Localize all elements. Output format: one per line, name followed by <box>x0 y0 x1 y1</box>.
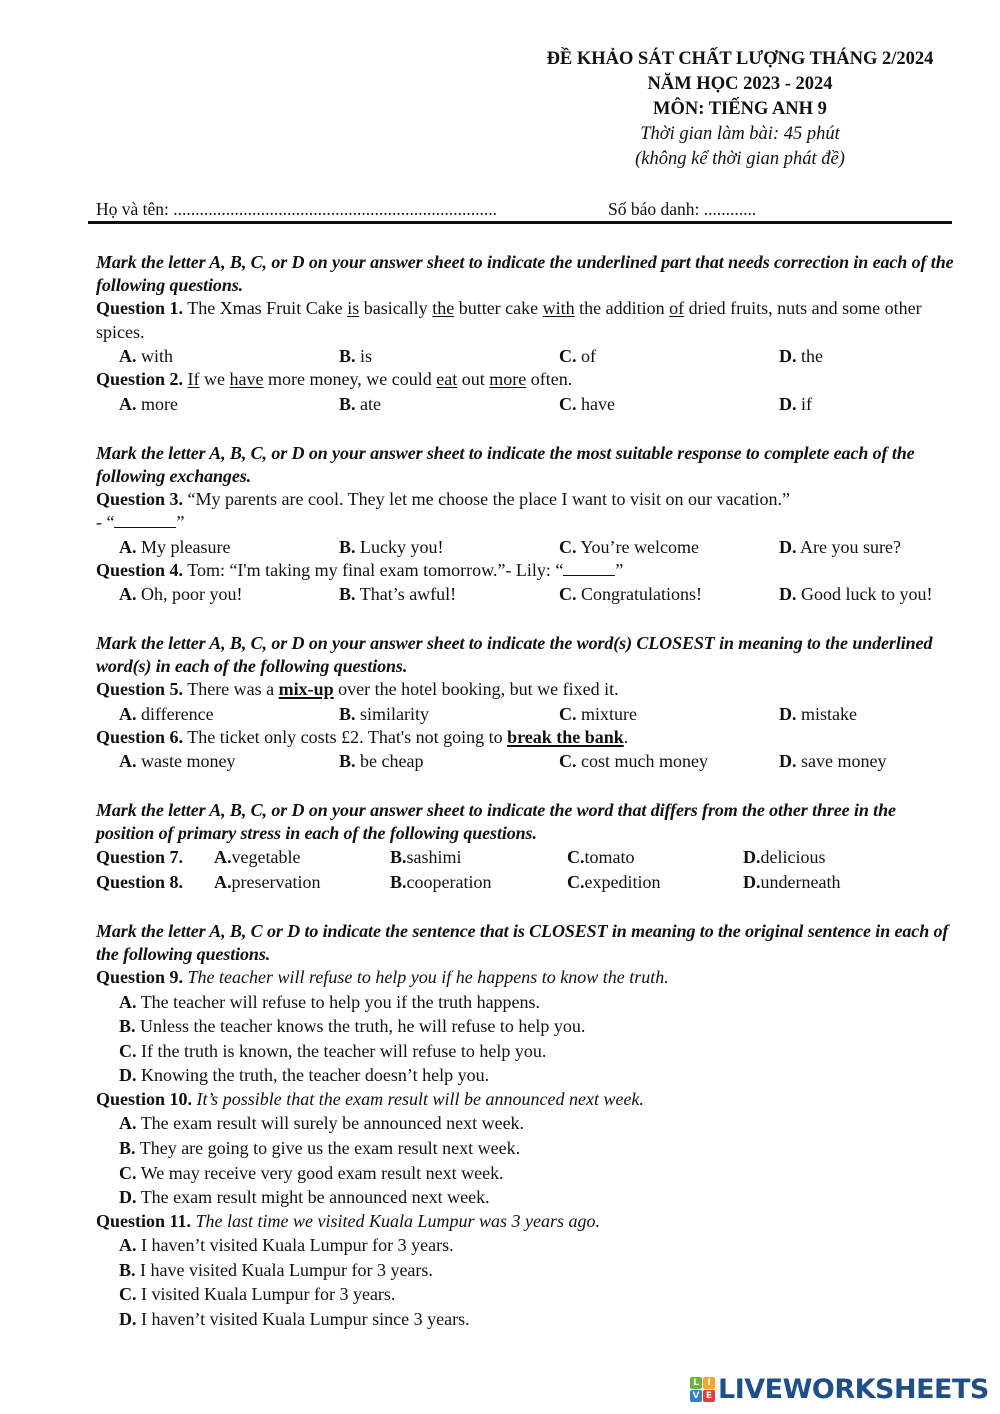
subject: MÔN: TIẾNG ANH 9 <box>653 99 827 119</box>
underlined-word: with <box>542 298 575 318</box>
option-d[interactable]: D. delicious <box>743 847 826 867</box>
option-c[interactable]: C. mixture <box>559 703 637 724</box>
options-row <box>96 392 956 416</box>
option-c[interactable]: C. of <box>559 346 596 366</box>
question-text: out <box>457 369 490 389</box>
question-text: Tom: “I'm taking my final exam tomorrow.”- Lily: “ <box>187 559 564 580</box>
question-1 <box>96 297 956 344</box>
option-d[interactable]: D. mistake <box>779 703 857 724</box>
question-4: Question 4. Tom: “I'm taking my final exam tomorrow.”- Lily: “ ” <box>96 559 624 580</box>
underlined-word: more <box>489 369 527 389</box>
logo-tiles-icon <box>690 1377 715 1402</box>
question-label: Question 11. <box>96 1210 192 1231</box>
underlined-word: eat <box>436 369 458 389</box>
section-instruction: Mark the letter A, B, C, or D on your answer sheet to indicate the word that differs from the other three in the position of primary stress in each of the following questions. <box>96 800 896 843</box>
logo-text: LIVEWORKSHEETS <box>718 1373 989 1405</box>
question-text: often. <box>526 369 573 389</box>
option-d[interactable]: D. I haven’t visited Kuala Lumpur since 3 years. <box>119 1309 470 1330</box>
option-c[interactable]: C. If the truth is known, the teacher will refuse to help you. <box>119 1040 547 1061</box>
option-c[interactable]: C. tomato <box>567 847 635 867</box>
underlined-word: If <box>187 369 200 389</box>
student-info-row <box>96 199 952 223</box>
options-row <box>96 702 956 726</box>
option-d[interactable]: D. Knowing the truth, the teacher doesn’t help you. <box>119 1065 490 1086</box>
option-b[interactable]: B. sashimi <box>390 847 462 867</box>
answer-blank <box>563 561 615 576</box>
option-a[interactable]: A. preservation <box>214 871 321 892</box>
question-label: Question 4. <box>96 559 184 580</box>
question-text: butter cake <box>454 298 543 318</box>
section-instruction: Mark the letter A, B, C, or D on your answer sheet to indicate the word(s) CLOSEST in meaning to the underlined word(s) in each of the following questions. <box>96 633 933 676</box>
liveworksheets-logo[interactable] <box>690 1374 989 1404</box>
option-a[interactable]: A. vegetable <box>214 847 301 867</box>
option-a[interactable]: A. The teacher will refuse to help you if the truth happens. <box>119 991 541 1012</box>
exam-content <box>96 251 956 1332</box>
question-label: Question 7. <box>96 847 184 867</box>
option-c[interactable]: C. I visited Kuala Lumpur for 3 years. <box>119 1284 396 1305</box>
question-label: Question 10. <box>96 1088 193 1109</box>
student-name-field[interactable]: Họ và tên: .......................................................................... <box>96 199 498 219</box>
question-11 <box>96 1210 956 1234</box>
student-id-field[interactable]: Số báo danh: ............ <box>608 199 757 219</box>
option-d[interactable]: D. if <box>779 393 812 414</box>
underlined-word: is <box>347 298 360 318</box>
question-2 <box>96 368 956 392</box>
options-row <box>96 535 956 559</box>
underlined-word: have <box>229 369 264 389</box>
option-b[interactable]: B. Lucky you! <box>339 536 444 557</box>
option-b[interactable]: B. cooperation <box>390 871 492 892</box>
options-row <box>96 344 956 368</box>
option-b[interactable]: B. is <box>339 346 373 366</box>
header-divider <box>88 221 952 224</box>
exam-header <box>500 47 980 172</box>
option-c[interactable]: C. expedition <box>567 871 661 892</box>
question-3 <box>96 488 956 512</box>
question-8 <box>96 870 956 895</box>
options-row <box>96 749 956 773</box>
options-row <box>96 582 956 606</box>
option-d[interactable]: D. Good luck to you! <box>779 584 933 604</box>
question-10 <box>96 1088 956 1112</box>
logo-tile-v: V <box>690 1390 702 1402</box>
question-5: Question 5. There was a mix-up over the hotel booking, but we fixed it. <box>96 679 619 699</box>
option-d[interactable]: D. Are you sure? <box>779 536 901 557</box>
target-phrase: mix-up <box>278 679 334 699</box>
option-b[interactable]: B. I have visited Kuala Lumpur for 3 years. <box>119 1259 433 1280</box>
option-a[interactable]: A. with <box>119 346 174 366</box>
logo-tile-e: E <box>703 1390 715 1402</box>
underlined-word: of <box>669 298 685 318</box>
section-instruction: Mark the letter A, B, C, or D on your answer sheet to indicate the underlined part that needs correction in each of the following questions. <box>96 252 954 295</box>
question-text: we <box>199 369 230 389</box>
option-c[interactable]: C. Congratulations! <box>559 584 702 604</box>
question-text: The teacher will refuse to help you if he happens to know the truth. <box>187 967 669 987</box>
option-d[interactable]: D. The exam result might be announced next week. <box>119 1187 490 1208</box>
option-c[interactable]: C. have <box>559 393 615 414</box>
question-text: “My parents are cool. They let me choose the place I want to visit on our vacation.” <box>187 488 790 509</box>
option-b[interactable]: B. That’s awful! <box>339 584 457 604</box>
underlined-word: the <box>432 298 455 318</box>
option-a[interactable]: A. Oh, poor you! <box>119 584 243 604</box>
exam-title: ĐỀ KHẢO SÁT CHẤT LƯỢNG THÁNG 2/2024 <box>546 49 934 69</box>
question-label: Question 6. <box>96 726 184 747</box>
option-c[interactable]: C. We may receive very good exam result next week. <box>119 1162 504 1183</box>
question-text: basically <box>359 298 433 318</box>
question-label: Question 5. <box>96 679 184 699</box>
question-label: Question 1. <box>96 298 184 318</box>
question-label: Question 3. <box>96 488 184 509</box>
question-text: The last time we visited Kuala Lumpur was 3 years ago. <box>195 1210 601 1231</box>
question-7 <box>96 845 956 870</box>
logo-tile-i: I <box>703 1377 715 1389</box>
target-phrase: break the bank <box>507 726 624 747</box>
question-text: more money, we could <box>263 369 437 389</box>
option-b[interactable]: B. similarity <box>339 703 430 724</box>
logo-tile-l: L <box>690 1377 702 1389</box>
question-text: The Xmas Fruit Cake <box>187 298 348 318</box>
time-note: (không kể thời gian phát đề) <box>635 149 845 169</box>
option-d[interactable]: D. save money <box>779 751 887 771</box>
option-a[interactable]: A. My pleasure <box>119 536 231 557</box>
option-a[interactable]: A. The exam result will surely be announced next week. <box>119 1113 525 1134</box>
question-9 <box>96 966 956 990</box>
reply-line: - “ ” <box>96 512 185 532</box>
question-label: Question 9. <box>96 967 184 987</box>
option-b[interactable]: B. Unless the teacher knows the truth, he will refuse to help you. <box>119 1016 586 1037</box>
option-b[interactable]: B. be cheap <box>339 751 424 771</box>
question-label: Question 2. <box>96 369 184 389</box>
time-limit: Thời gian làm bài: 45 phút <box>640 124 840 144</box>
option-c[interactable]: C. You’re welcome <box>559 536 699 557</box>
school-year: NĂM HỌC 2023 - 2024 <box>647 74 833 94</box>
option-a[interactable]: A. waste money <box>119 751 236 771</box>
option-d[interactable]: D. underneath <box>743 871 841 892</box>
section-instruction: Mark the letter A, B, C, or D on your answer sheet to indicate the most suitable response to complete each of the following exchanges. <box>96 442 915 486</box>
option-a[interactable]: A. difference <box>119 703 214 724</box>
option-b[interactable]: B. ate <box>339 393 381 414</box>
option-b[interactable]: B. They are going to give us the exam result next week. <box>119 1137 521 1158</box>
answer-blank <box>114 513 176 528</box>
question-text: dried fruits, nuts and some other spices. <box>96 298 922 342</box>
option-a[interactable]: A. more <box>119 393 178 414</box>
question-text: the addition <box>574 298 670 318</box>
question-label: Question 8. <box>96 871 184 892</box>
option-a[interactable]: A. I haven’t visited Kuala Lumpur for 3 years. <box>119 1235 454 1256</box>
option-c[interactable]: C. cost much money <box>559 751 708 771</box>
option-d[interactable]: D. the <box>779 346 823 366</box>
section-instruction: Mark the letter A, B, C or D to indicate the sentence that is CLOSEST in meaning to the original sentence in each of the following questions. <box>96 921 949 964</box>
question-6: Question 6. The ticket only costs £2. That's not going to break the bank. <box>96 726 629 747</box>
question-text: It’s possible that the exam result will be announced next week. <box>196 1088 644 1109</box>
